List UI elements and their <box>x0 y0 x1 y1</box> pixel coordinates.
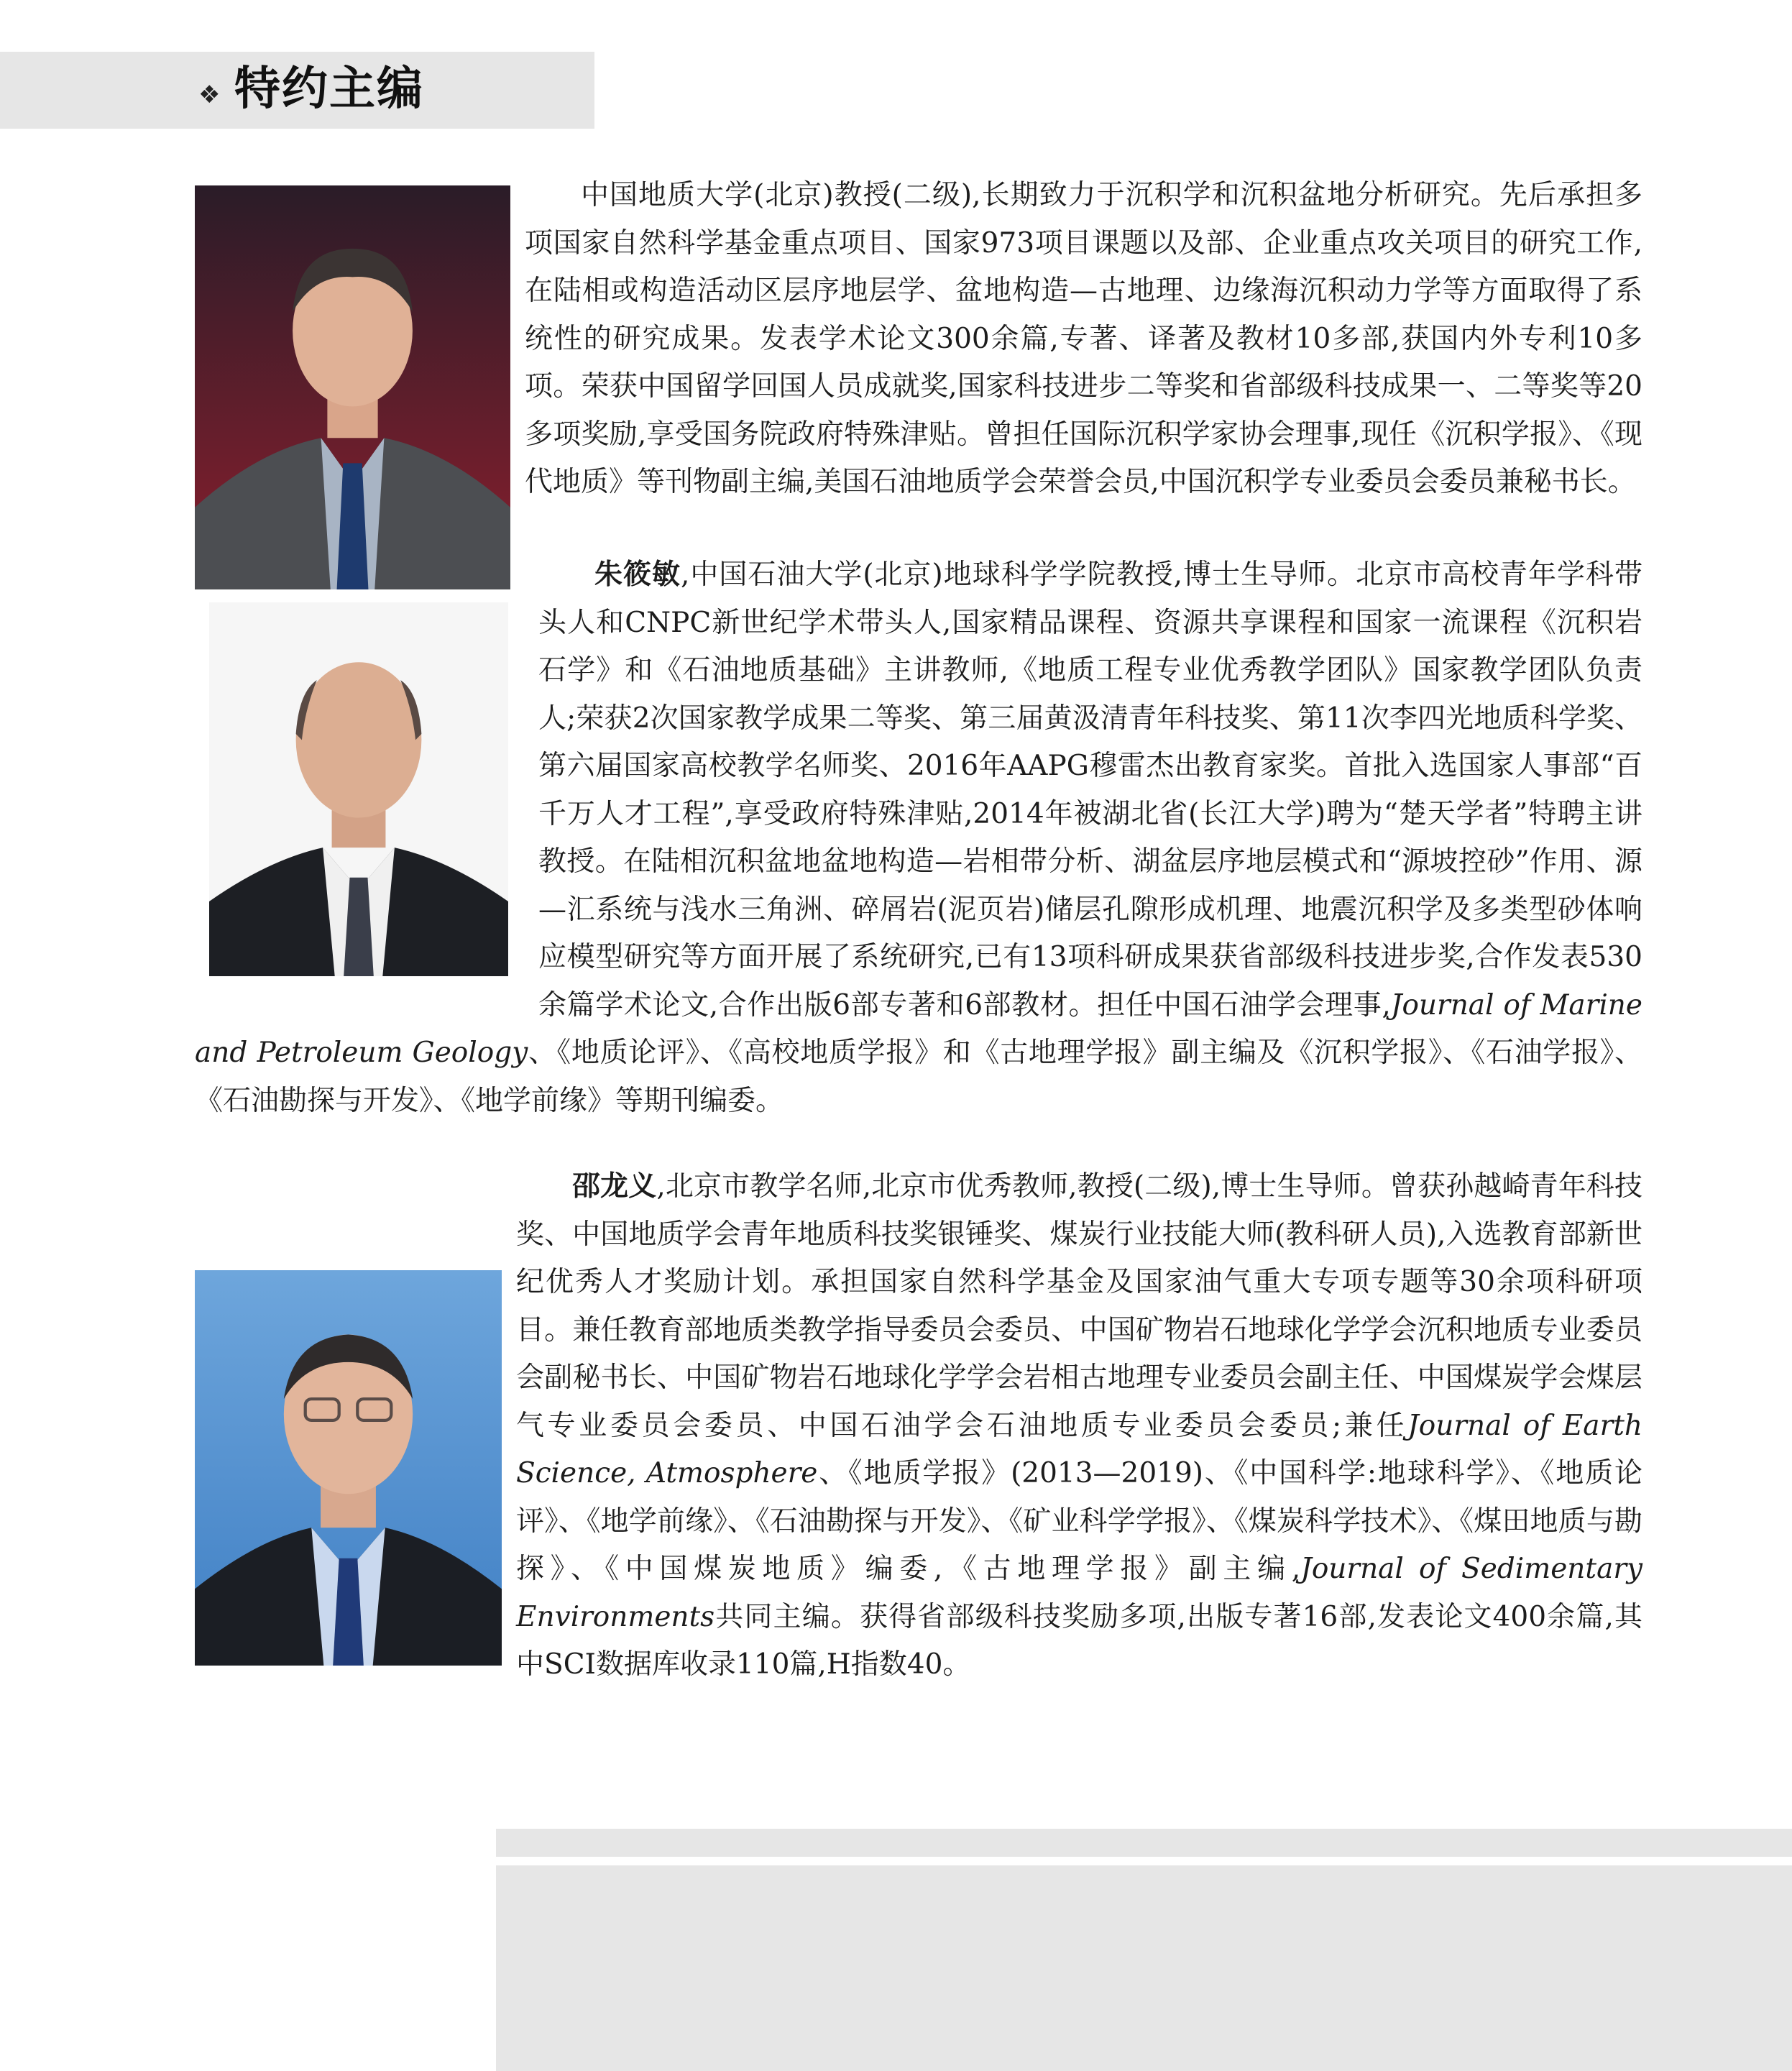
bio-text-1: 中国地质大学(北京)教授(二级),长期致力于沉积学和沉积盆地分析研究。先后承担多项国家自然科学基金重点项目、国家973项目课题以及部、企业重点攻关项目的研究工作,在陆相或构造活动区层序地层学、盆地构造—古地理、边缘海沉积动力学等方面取得了系统性的研究成果。发表学术论文300余篇,专著、译著及教材10多部,获国内外专利10多项。荣获中国留学回国人员成就奖,国家科技进步二等奖和省部级科技成果一、二等奖等20多项奖励,享受国务院政府特殊津贴。曾担任国际沉积学家协会理事,现任《沉积学报》、《现代地质》等刊物副主编,美国石油地质学会荣誉会员,中国沉积学专业委员会委员兼秘书长。 <box>525 179 1642 498</box>
bio-text-3b: 、《地质学报》(2013—2019)、《中国科学:地球科学》、《地质论评》、《地学前缘》、《石油勘探与开发》、《矿业科学学报》、《煤炭科学技术》、《煤田地质与勘探》、《中国煤炭地质》编委,《古地理学报》副主编, <box>516 1457 1643 1585</box>
portrait-photo-icon <box>195 1270 502 1666</box>
portrait-photo-2 <box>209 602 508 976</box>
bio-name-2: 朱筱敏 <box>594 558 681 591</box>
bio-journal-en-2: Journal of Marine and Petroleum Geology <box>195 988 1642 1069</box>
portrait-photo-icon <box>209 602 508 976</box>
bio-text-2b: 、《地质论评》、《高校地质学报》和《古地理学报》副主编及《沉积学报》、《石油学报》、《石油勘探与开发》、《地学前缘》等期刊编委。 <box>195 1037 1642 1117</box>
bio-journal-en-3b: Journal of Sedimentary Environments <box>516 1553 1642 1633</box>
footer-band-bottom <box>496 1865 1792 2071</box>
portrait-photo-3 <box>195 1270 502 1666</box>
bio-text-2a: ,中国石油大学(北京)地球科学学院教授,博士生导师。北京市高校青年学科带头人和CNPC新世纪学术带头人,国家精品课程、资源共享课程和国家一流课程《沉积岩石学》和《石油地质基础》主讲教师,《地质工程专业优秀教学团队》国家教学团队负责人;荣获2次国家教学成果二等奖、第三届黄汲清青年科技奖、第11次李四光地质科学奖、第六届国家高校教学名师奖、2016年AAPG穆雷杰出教育家奖。首批入选国家人事部“百千万人才工程”,享受政府特殊津贴,2014年被湖北省(长江大学)聘为“楚天学者”特聘主讲教授。在陆相沉积盆地盆地构造—岩相带分析、湖盆层序地层模式和“源坡控砂”作用、源—汇系统与浅水三角洲、碎屑岩(泥页岩)储层孔隙形成机理、地震沉积学及多类型砂体响应模型研究等方面开展了系统研究,已有13项科研成果获省部级科技进步奖,合作发表530余篇学术论文,合作出版6部专著和6部教材。担任中国石油学会理事, <box>538 559 1642 1021</box>
bio-paragraph-1 <box>195 171 1642 597</box>
section-title: 特约主编 <box>234 63 424 116</box>
bio-text-3c: 共同主编。获得省部级科技奖励多项,出版专著16部,发表论文400余篇,其中SCI数据库收录110篇,H指数40。 <box>516 1600 1642 1681</box>
bio-paragraph-2 <box>195 551 1642 1125</box>
footer-band-top <box>496 1829 1792 1857</box>
bio-paragraph-3 <box>195 1162 1642 1689</box>
diamond-bullet-icon: ❖ <box>198 81 221 109</box>
bio-text-3a: ,北京市教学名师,北京市优秀教师,教授(二级),博士生导师。曾获孙越崎青年科技奖、中国地质学会青年地质科技奖银锤奖、煤炭行业技能大师(教科研人员),入选教育部新世纪优秀人才奖励计划。承担国家自然科学基金及国家油气重大专项专题等30余项科研项目。兼任教育部地质类教学指导委员会委员、中国矿物岩石地球化学学会沉积地质专业委员会副秘书长、中国矿物岩石地球化学学会岩相古地理专业委员会副主任、中国煤炭学会煤层气专业委员会委员、中国石油学会石油地质专业委员会委员;兼任 <box>516 1170 1642 1442</box>
portrait-photo-1 <box>195 185 510 589</box>
bio-name-3: 邵龙义 <box>572 1170 657 1203</box>
bio-journal-en-3a: Journal of Earth Science, Atmosphere <box>516 1409 1642 1489</box>
portrait-photo-icon <box>195 185 510 589</box>
